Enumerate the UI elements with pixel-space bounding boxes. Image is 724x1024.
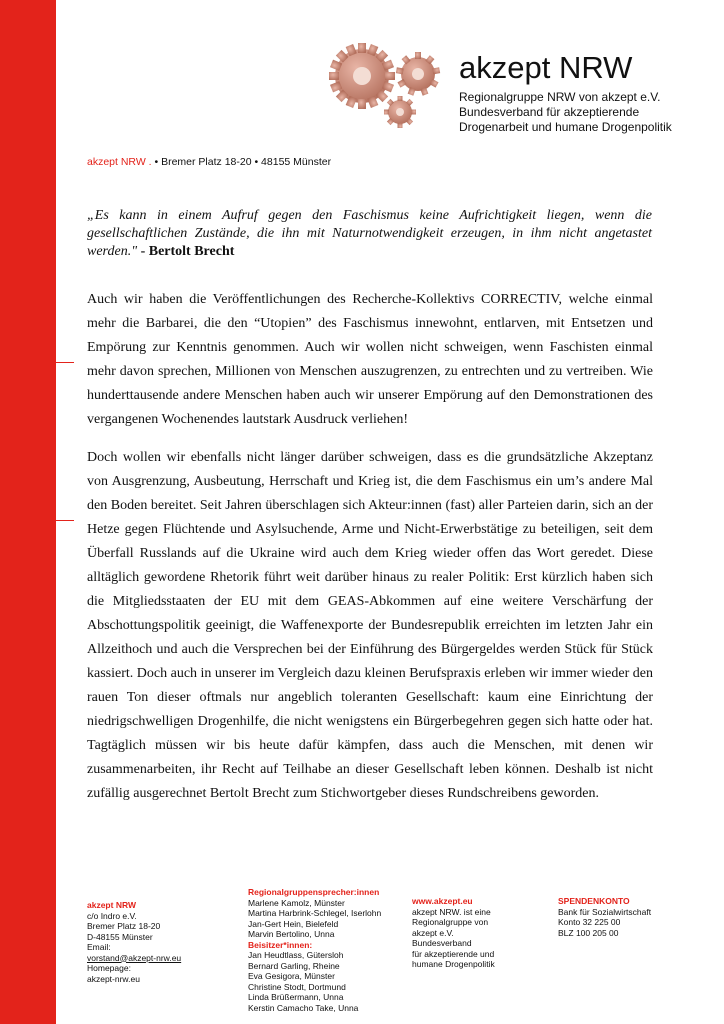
footer-speakers-title: Regionalgruppensprecher:innen <box>248 887 380 897</box>
footer-line: Regionalgruppe von <box>412 917 489 927</box>
footer-line: BLZ 100 205 00 <box>558 927 619 938</box>
brand-title: akzept NRW <box>459 50 633 85</box>
footer-line: Email: <box>87 942 111 952</box>
fold-mark-middle <box>56 520 74 521</box>
quote-author: - Bertolt Brecht <box>137 244 235 259</box>
footer-line: für akzeptierende und <box>412 948 495 959</box>
body-paragraph-2: Doch wollen wir ebenfalls nicht länger darüber schweigen, dass es die grundsätzliche Akzeptanz von Ausgrenzung, Ausbeutung, Herrschaft und Krieg ist, die dem Faschismus ein um’s andere Mal den Boden bereitet. Seit Jahren überschlagen sich Akteur:innen (fast) aller Parteien darin, sich an der Hetze gegen Flüchtende und Asylsuchende, Arme und Nicht-Erwerbstätige zu beteiligen, seit dem Überfall Russlands auf die Ukraine wird auch dem Krieg wieder offen das Wort geredet. Diese alltäglich gewordene Rhetorik führt weit darüber hinaus zu realer Politik: Erst kürzlich haben sich die Mitgliedsstaaten der EU mit dem GEAS-Abkommen auf eine weitere Verschärfung der Abschottungspolitik geeinigt, die Waffenexporte der Bundesrepublik erreichten im letzten Jahr ein Allzeithoch und auch die Versprechen bei der Einführung des Bürgergeldes werden Stück für Stück kassiert. Doch auch in unserer im Vergleich dazu kleinen Berufspraxis erleben wir immer wieder den rauen Ton dieser oftmals nur angeblich toleranten Gesellschaft: kaum eine Einrichtung der niedrigschwelligen Drogenhilfe, die nicht wenigstens ein Bürgerbegehren gegen sich hatte oder hat. Tagtäglich müssen wir bis heute dafür kämpfen, dass auch die Menschen, mit denen wir zusammenarbeiten, ihr Recht auf Teilhabe an dieser Gesellschaft leben können. Deshalb ist nicht zufällig ausgerechnet Bertolt Brecht zum Stichwortgeber dieses Rundschreibens geworden. <box>87 450 653 801</box>
footer-website-link[interactable]: www.akzept.eu <box>412 896 473 906</box>
gears-icon <box>318 36 458 132</box>
footer-name: Marlene Kamolz, Münster <box>248 897 345 908</box>
footer-donation-column <box>558 896 651 938</box>
footer-line: Bank für Sozialwirtschaft <box>558 906 652 917</box>
brand-subtitle-line: Drogenarbeit und humane Drogenpolitik <box>459 120 672 134</box>
fold-mark-top <box>56 362 74 363</box>
footer-name: Kerstin Camacho Take, Unna <box>248 1002 359 1013</box>
footer-line: Bremer Platz 18-20 <box>87 921 161 931</box>
footer-name: Jan-Gert Hein, Bielefeld <box>248 918 339 929</box>
footer-name: Marvin Bertolino, Unna <box>248 929 335 939</box>
footer-line: humane Drogenpolitik <box>412 959 495 969</box>
footer-address-column <box>87 900 181 984</box>
footer-line: D-48155 Münster <box>87 931 153 942</box>
footer-name: Linda Brüßermann, Unna <box>248 992 344 1002</box>
footer-about-column <box>412 896 495 970</box>
epigraph-quote <box>87 207 652 261</box>
footer-name: Martina Harbrink-Schlegel, Iserlohn <box>248 908 382 918</box>
footer-name: Jan Heudtlass, Gütersloh <box>248 950 344 960</box>
footer-assessors-title: Beisitzer*innen: <box>248 939 313 950</box>
sender-org: akzept NRW . <box>87 156 152 168</box>
footer-email-link[interactable]: vorstand@akzept-nrw.eu <box>87 952 182 963</box>
footer-line: Bundesverband <box>412 938 472 948</box>
footer-line: Homepage: <box>87 963 131 973</box>
footer-name: Eva Gesigora, Münster <box>248 971 335 981</box>
footer-name: Christine Stodt, Dortmund <box>248 981 346 992</box>
footer-donation-title: SPENDENKONTO <box>558 896 630 906</box>
sender-address-line <box>87 156 331 168</box>
quote-text: „Es kann in einem Aufruf gegen den Faschismus keine Aufrichtigkeit liegen, wenn die gesellschaftlichen Zustände, die ihn mit Naturnotwendigkeit erzeugen, in ihm nicht angetastet werden." <box>87 208 652 259</box>
brand-subtitle <box>459 90 672 135</box>
footer-line: akzept e.V. <box>412 927 454 938</box>
footer-line: Konto 32 225 00 <box>558 917 621 927</box>
footer-board-column <box>248 887 381 1013</box>
footer-line: akzept NRW. ist eine <box>412 906 491 917</box>
sender-address: • Bremer Platz 18-20 • 48155 Münster <box>151 156 332 168</box>
footer-homepage-link[interactable]: akzept-nrw.eu <box>87 973 140 984</box>
footer-line: c/o Indro e.V. <box>87 910 137 921</box>
left-red-bar <box>0 0 56 1024</box>
footer-name: Bernard Garling, Rheine <box>248 960 340 971</box>
body-paragraph-1: Auch wir haben die Veröffentlichungen des Recherche-Kollektivs CORRECTIV, welche einmal mehr die Barbarei, die den “Utopien” des Faschismus innewohnt, entlarven, mit Entsetzen und Empörung zur Kenntnis genommen. Auch wir wollen nicht schweigen, wenn Faschisten einmal mehr davon sprechen, Millionen von Menschen auszugrenzen, zu entrechten und zu vertreiben. Wie hunderttausende andere Menschen haben auch wir unserer Empörung auf den Demonstrationen des vergangenen Wochenendes lautstark Ausdruck verliehen! <box>87 292 653 427</box>
brand-subtitle-line: Bundesverband für akzeptierende <box>459 105 640 119</box>
brand-subtitle-line: Regionalgruppe NRW von akzept e.V. <box>459 90 661 104</box>
footer-org-title: akzept NRW <box>87 900 136 910</box>
